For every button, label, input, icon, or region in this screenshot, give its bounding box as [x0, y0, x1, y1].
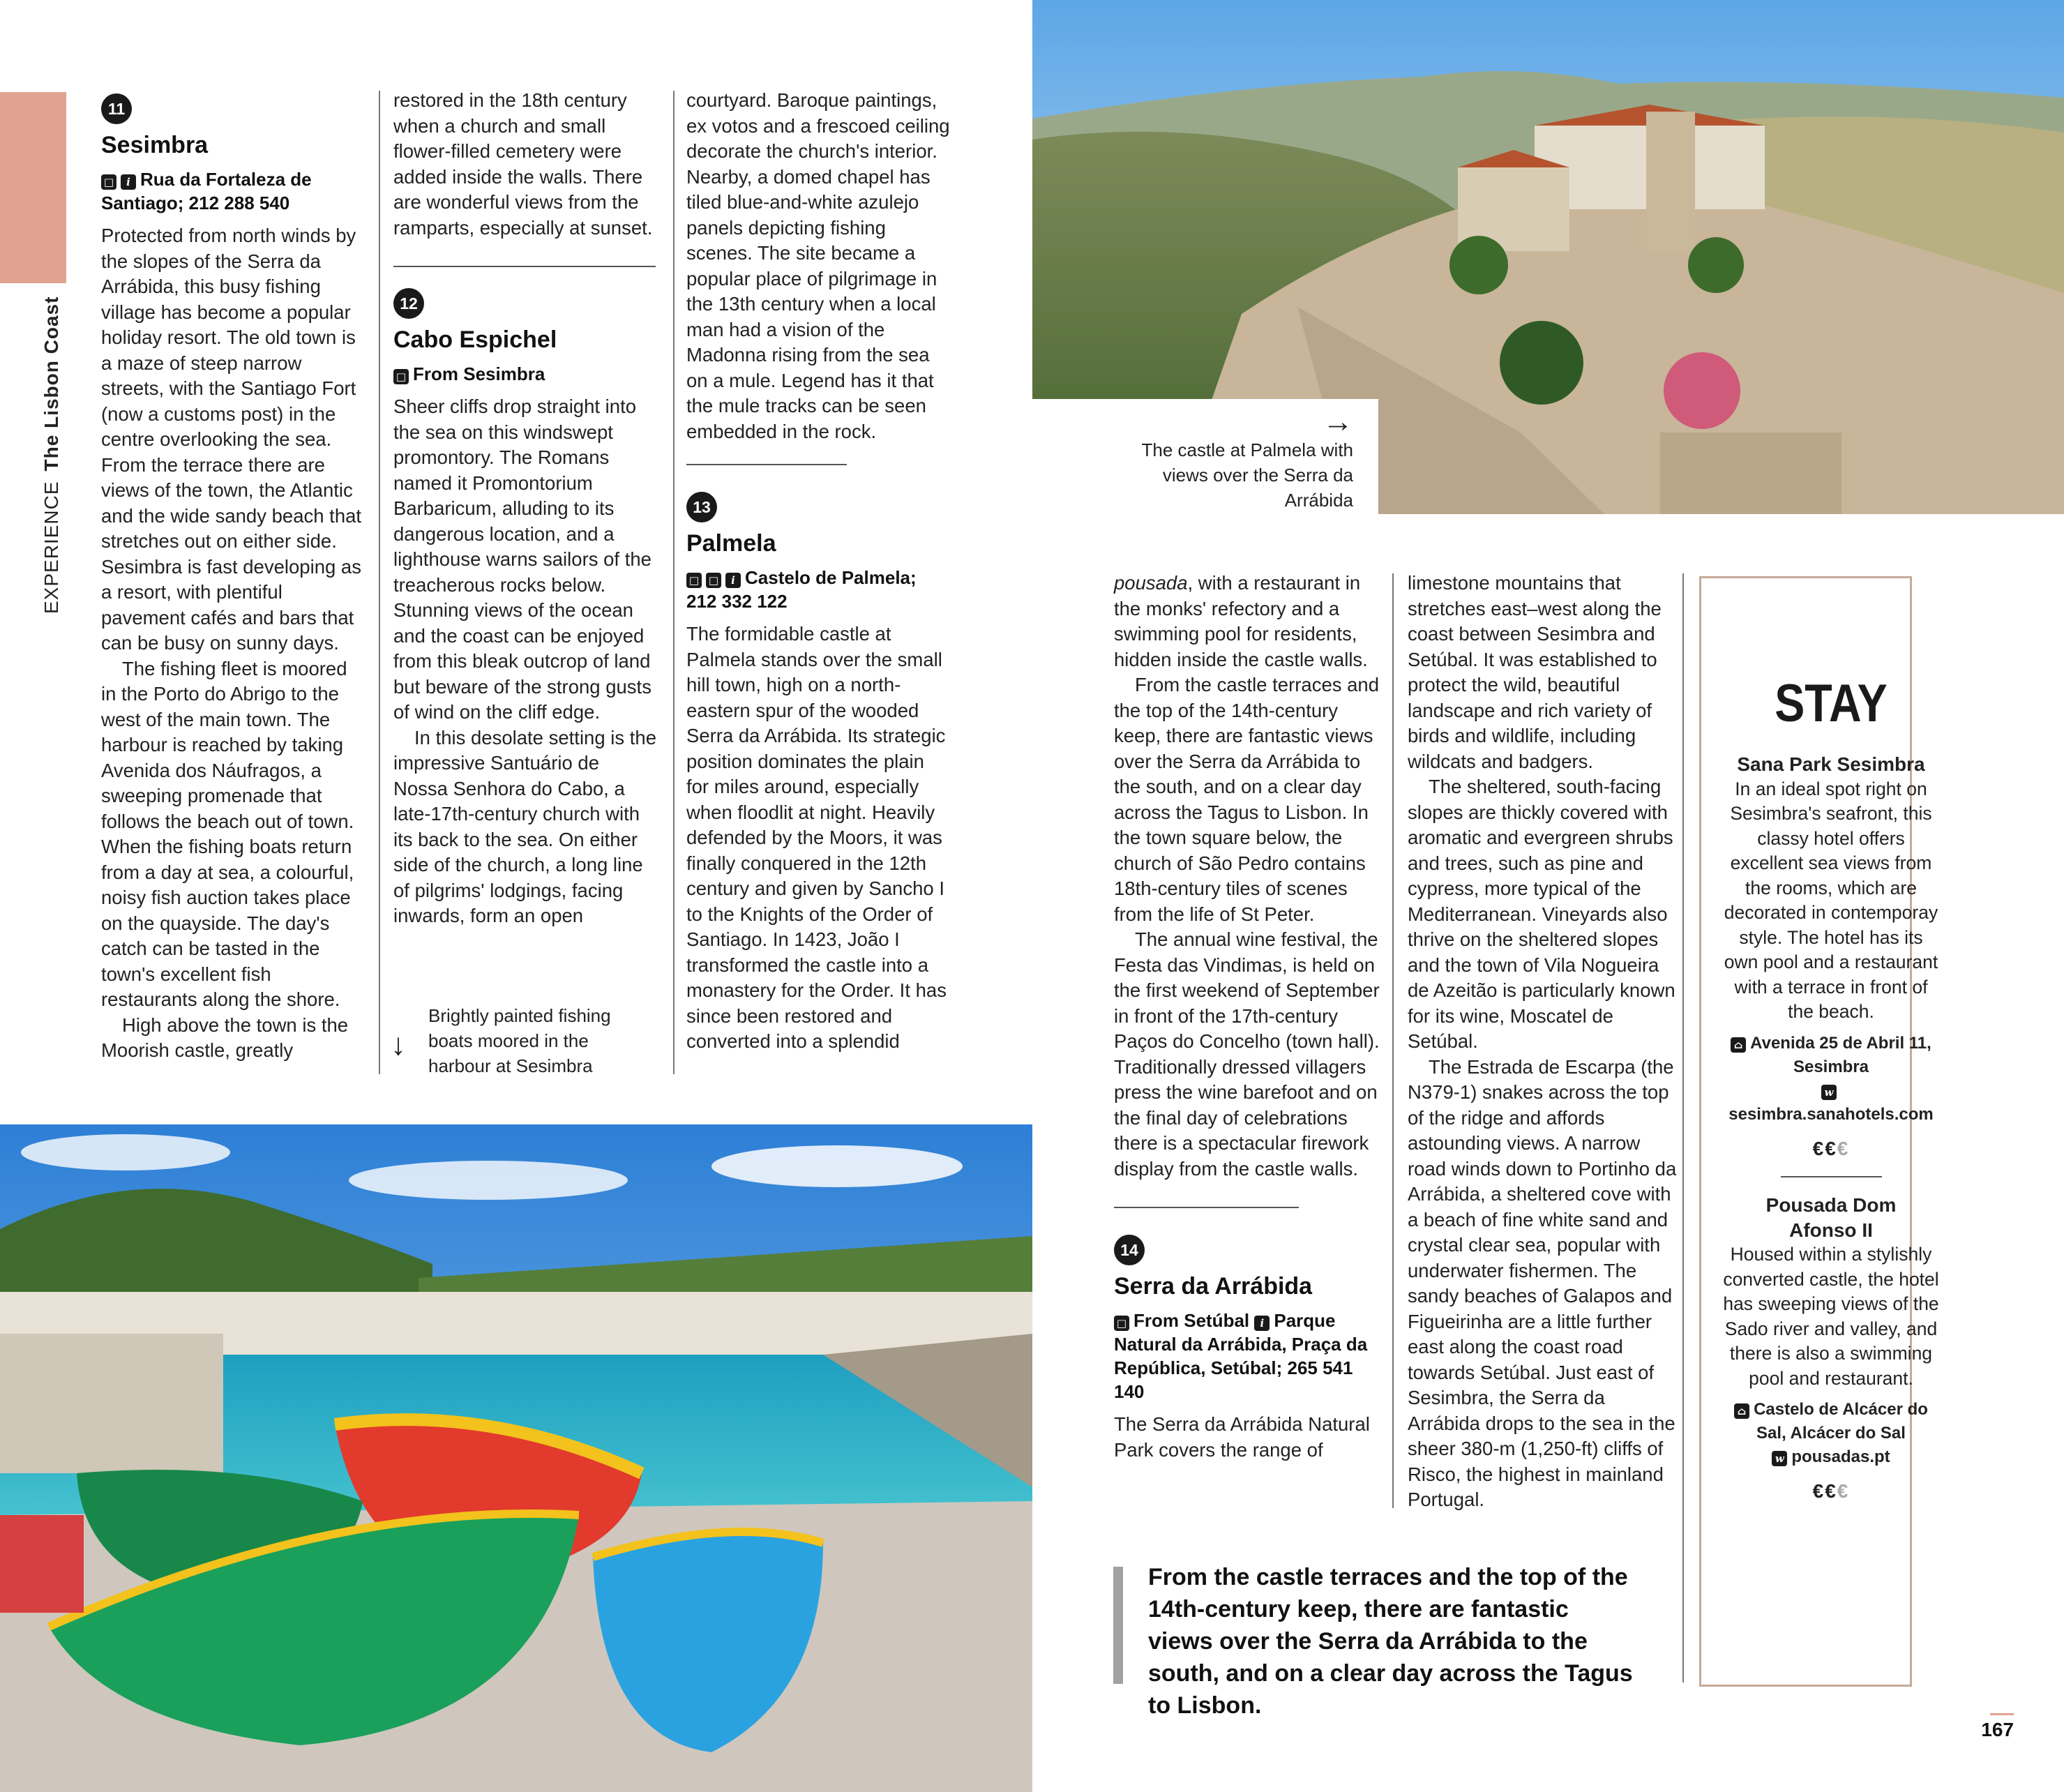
- web-icon: w: [1772, 1451, 1787, 1466]
- paragraph: [1114, 571, 1386, 672]
- page-number: 167: [1981, 1719, 2014, 1740]
- paragraph: The sheltered, south-facing slopes are thickly covered with aromatic and evergreen shrubs and trees, such as pine and cypress, more typical of the Mediterranean. Vineyards also thrive on the sheltered slopes and the town of Vila Nogueira de Azeitão is particularly known for its wine, Moscatel de Setúbal.: [1408, 776, 1675, 1052]
- paragraph: High above the town is the Moorish castle, greatly: [101, 1014, 349, 1061]
- column-arrabida-cont: [1408, 571, 1680, 1513]
- paragraph: Protected from north winds by the slopes of the Serra da Arrábida, this busy fishing village has become a popular holiday resort. The old town is a maze of steep narrow streets, with the Santiago Fort (now a customs post) in the centre overlooking the sea. From the terrace there are views of the town, the Atlantic and the wide sandy beach that stretches out on either side. Sesimbra is fast developing as a resort, with plentiful pavement cafés and bars that can be busy on sunny days.: [101, 225, 362, 654]
- column-palmela-cont: [1114, 571, 1386, 1463]
- price-on: €€: [1812, 1137, 1837, 1159]
- entry-title: Cabo Espichel: [393, 326, 557, 353]
- info-icon: i: [725, 573, 741, 588]
- arrow-down-icon: ↓: [391, 1027, 406, 1062]
- pull-quote: From the castle terraces and the top of the 14th-century keep, there are fantastic views over the Serra da Arrábida to the south, and on a clear day across the Tagus to Lisbon.: [1148, 1564, 1633, 1719]
- hotel-entry: [1723, 1193, 1939, 1504]
- stay-title: STAY: [1775, 674, 1888, 733]
- car-icon: □: [706, 573, 721, 588]
- paragraph: restored in the 18th century when a church and small flower-filled cemetery were added inside the walls. There are wonderful views from the ramparts, especially at sunset.: [393, 89, 653, 239]
- paragraph: In this desolate setting is the impressive Santuário de Nossa Senhora do Cabo, a late-17th-century church with its back to the sea. On either side of the church, a long line of pilgrims' lodgings, facing inwards, form an open: [393, 726, 657, 926]
- column-divider: [673, 91, 675, 1074]
- entry-number: 11: [101, 93, 132, 124]
- address-icon: ⌂: [1734, 1403, 1749, 1419]
- paragraph: The Estrada de Escarpa (the N379-1) snakes across the top of the ridge and affords astounding views. A narrow road winds down to Portinho da Arrábida, a sheltered cove with a beach of fine white sand and crystal clear sea, popular with underwater fishermen. The sandy beaches of Galapos and Figueirinha are a little further east along the coast road towards Setúbal. Just east of Sesimbra, the Serra da Arrábida drops to the sea in the sheer 380-m (1,250-ft) cliffs of Risco, the highest in mainland Portugal.: [1408, 1055, 1677, 1510]
- price-off: €: [1837, 1480, 1850, 1502]
- info-text: Castelo de Palmela; 212 332 122: [686, 567, 917, 612]
- column-palmela: [686, 88, 951, 1055]
- hotel-website[interactable]: [1723, 1079, 1939, 1127]
- paragraph: The formidable castle at Palmela stands over the small hill town, high on a north-eastern spur of the wooded Serra da Arrábida. Its strategic position dominates the plain for miles around, especially when floodlit at night. Heavily defended by the Moors, it was finally conquered in the 12th century and given by Sancho I to the Knights of the Order of Santiago. In 1423, João I transformed the castle into a monastery for the Order. It has since been restored and converted into a splendid: [686, 623, 947, 1052]
- entry-title: Palmela: [686, 530, 776, 557]
- paragraph: From the castle terraces and the top of the 14th-century keep, there are fantastic views over the Serra da Arrábida to the south, and on a clear day across the Tagus to Lisbon. In the town square below, the church of São Pedro contains 18th-century tiles of scenes from the life of St Peter.: [1114, 674, 1380, 925]
- page-number-rule: [1990, 1713, 2014, 1715]
- entry-info: [1114, 1309, 1386, 1403]
- column-divider: [379, 91, 380, 1074]
- entry-number: 14: [1114, 1235, 1145, 1265]
- info-text: From Setúbal: [1133, 1310, 1250, 1331]
- paragraph: limestone mountains that stretches east–west along the coast between Sesimbra and Setúbal. It was established to protect the wild, beautiful landscape and rich variety of birds and wildlife, including wildcats and badgers.: [1408, 572, 1662, 772]
- website-text: sesimbra.sanahotels.com: [1728, 1104, 1934, 1124]
- address-text: Avenida 25 de Abril 11, Sesimbra: [1750, 1033, 1931, 1076]
- info-text: From Sesimbra: [413, 363, 545, 384]
- web-icon: w: [1821, 1085, 1837, 1100]
- column-cabo: [393, 88, 658, 929]
- caption-text: Brightly painted fishing boats moored in the harbour at Sesimbra: [428, 1005, 611, 1076]
- column-divider: [1392, 573, 1394, 1508]
- hotel-entry: [1723, 752, 1939, 1161]
- chapter-tab: [0, 92, 66, 283]
- website-text: pousadas.pt: [1791, 1447, 1890, 1466]
- entry-info: [393, 362, 658, 386]
- hotel-name: Sana Park Sesimbra: [1737, 753, 1925, 775]
- stay-divider: [1781, 1176, 1882, 1177]
- paragraph: Sheer cliffs drop straight into the sea on this windswept promontory. The Romans named it Promontorium Barbaricum, alluding to its dangerous location, and a lighthouse warns sailors of the treacherous rocks below. Stunning views of the ocean and the coast can be enjoyed from this bleak outcrop of land but beware of the strong gusts of wind on the cliff edge.: [393, 396, 651, 723]
- price-off: €: [1837, 1137, 1850, 1159]
- section-rule: [393, 266, 656, 267]
- address-icon: ⌂: [1731, 1037, 1746, 1053]
- info-text: Rua da Fortaleza de Santiago; 212 288 540: [101, 169, 312, 213]
- entry-title: Sesimbra: [101, 132, 209, 158]
- hotel-description: In an ideal spot right on Sesimbra's seafront, this classy hotel offers excellent sea views from the rooms, which are decorated in contemporay style. The hotel has its own pool and a restaurant with a terrace in front of the beach.: [1724, 778, 1938, 1022]
- entry-number: 13: [686, 492, 717, 522]
- price-on: €€: [1812, 1480, 1837, 1502]
- arrow-right-icon: →: [1323, 405, 1353, 439]
- info-icon: i: [1254, 1316, 1270, 1331]
- paragraph-text: , with a restaurant in the monks' refectory and a swimming pool for residents, hidden inside the castle walls.: [1114, 572, 1368, 670]
- caption-castle: [1116, 407, 1353, 513]
- section-rule: [686, 464, 847, 465]
- column-divider: [1682, 573, 1684, 1682]
- hotel-website[interactable]: [1723, 1445, 1939, 1469]
- info-icon: i: [121, 174, 136, 190]
- section-label: EXPERIENCE: [40, 481, 62, 614]
- boats-photo: [0, 1124, 1032, 1792]
- chapter-title: The Lisbon Coast: [40, 296, 62, 472]
- bus-icon: □: [686, 573, 702, 588]
- paragraph: courtyard. Baroque paintings, ex votos and a frescoed ceiling decorate the church's interior. Nearby, a domed chapel has tiled blue-and-white azulejo panels depicting fishing scenes. The site became a popular place of pilgrimage in the 13th century when a local man had a vision of the Madonna rising from the sea on a mule. Legend has it that the mule tracks can be seen embedded in the rock.: [686, 89, 950, 442]
- hotel-description: Housed within a stylishly converted castle, the hotel has sweeping views of the Sado river and valley, and there is also a swimming pool and restaurant.: [1723, 1244, 1939, 1389]
- caption-boats: [391, 1003, 656, 1078]
- caption-text: The castle at Palmela with views over the Serra da Arrábida: [1141, 439, 1353, 511]
- price-rating: [1723, 1479, 1939, 1504]
- paragraph: The annual wine festival, the Festa das Vindimas, is held on the first weekend of September in front of the 17th-century Paços do Concelho (town hall). Traditionally dressed villagers press the wine barefoot and on the final day of celebrations there is a spectacular firework display from the castle walls.: [1114, 928, 1380, 1180]
- bus-icon: □: [393, 369, 409, 384]
- entry-number: 12: [393, 288, 424, 319]
- section-rule: [1114, 1207, 1299, 1208]
- bus-icon: □: [101, 174, 116, 190]
- paragraph: The Serra da Arrábida Natural Park covers the range of: [1114, 1413, 1370, 1461]
- address-text: Castelo de Alcácer do Sal, Alcácer do Sal: [1754, 1400, 1928, 1443]
- price-rating: [1723, 1136, 1939, 1161]
- entry-info: [686, 566, 951, 613]
- hotel-address: [1723, 1032, 1939, 1079]
- pull-quote-bar: [1113, 1567, 1123, 1684]
- italic-word: pousada: [1114, 572, 1188, 594]
- hotel-name: Pousada Dom Afonso II: [1765, 1194, 1897, 1241]
- entry-info: [101, 167, 366, 215]
- stay-list: [1723, 752, 1939, 1514]
- entry-title: Serra da Arrábida: [1114, 1273, 1313, 1300]
- hotel-address: [1723, 1398, 1939, 1445]
- paragraph: The fishing fleet is moored in the Porto do Abrigo to the west of the main town. The harbour is reached by taking Avenida dos Náufragos, a sweeping promenade that follows the beach out of town. When the fishing boats return from a day at sea, a colourful, noisy fish auction takes place on the quayside. The day's catch can be tasted in the town's excellent fish restaurants along the shore.: [101, 657, 354, 1010]
- bus-icon: □: [1114, 1316, 1129, 1331]
- column-sesimbra: [101, 93, 366, 1064]
- chapter-label: [40, 296, 63, 614]
- info-text: Parque Natural da Arrábida, Praça da República, Setúbal; 265 541 140: [1114, 1310, 1368, 1402]
